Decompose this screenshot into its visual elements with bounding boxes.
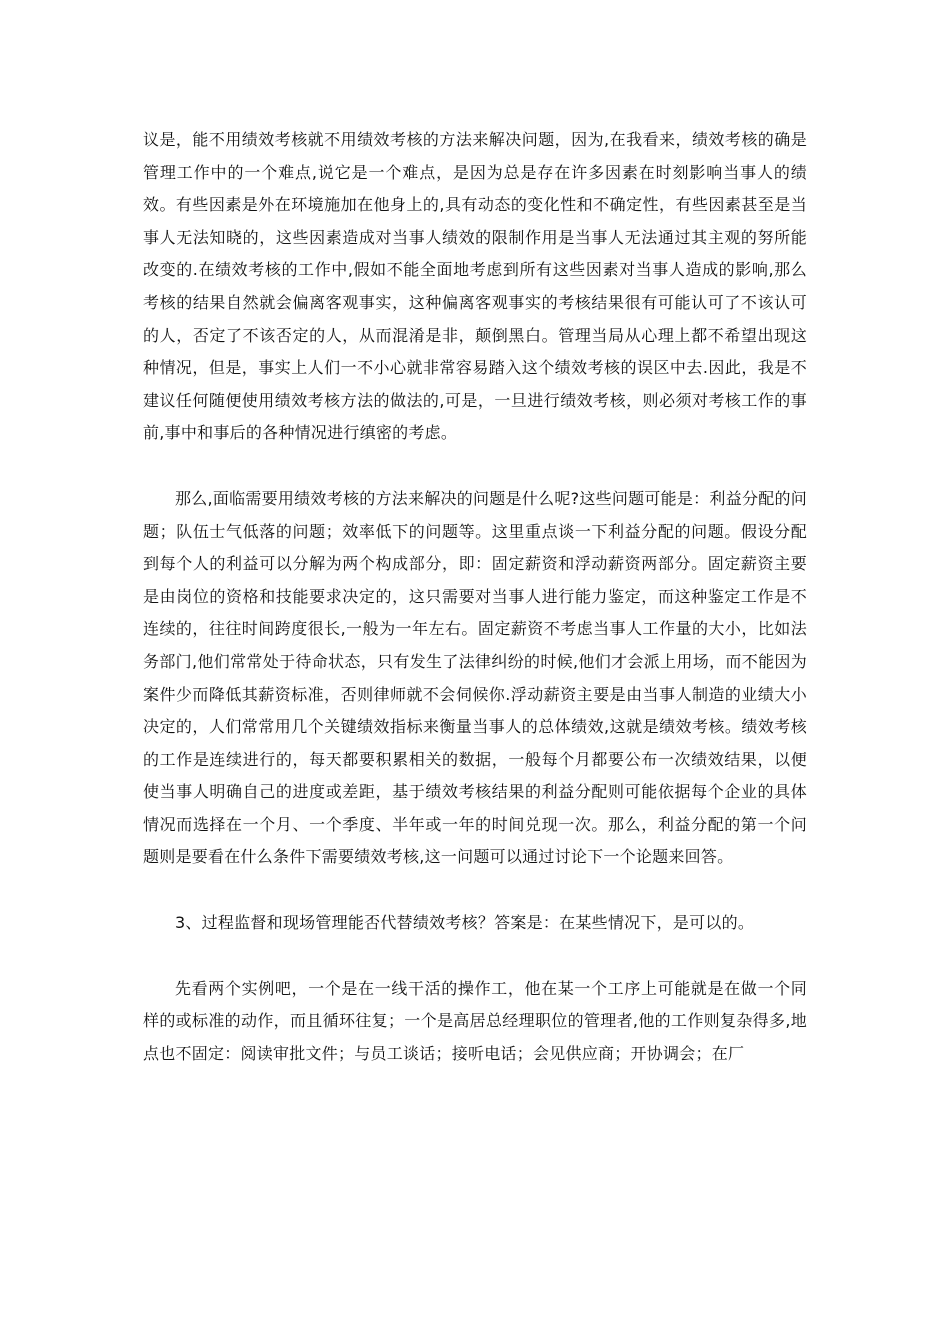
paragraph-examples: 先看两个实例吧，一个是在一线干活的操作工，他在某一个工序上可能就是在做一个同样的或标准的动作，而且循环往复；一个是高居总经理职位的管理者,他的工作则复杂得多,地点也不固定：阅读审批文件；与员工谈话；接听电话；会见供应商；开协调会；在厂 bbox=[143, 978, 807, 1063]
paragraph-problems: 那么,面临需要用绩效考核的方法来解决的问题是什么呢?这些问题可能是：利益分配的问题；队伍士气低落的问题；效率低下的问题等。这里重点谈一下利益分配的问题。假设分配到每个人的利益可以分解为两个构成部分，即：固定薪资和浮动薪资两部分。固定薪资主要是由岗位的资格和技能要求决定的，这只需要对当事人进行能力鉴定，而这种鉴定工作是不连续的，往往时间跨度很长,一般为一年左右。固定薪资不考虑当事人工作量的大小，比如法务部门,他们常常处于待命状态，只有发生了法律纠纷的时候,他们才会派上用场，而不能因为案件少而降低其薪资标准，否则律师就不会伺候你.浮动薪资主要是由当事人制造的业绩大小决定的，人们常常用几个关键绩效指标来衡量当事人的总体绩效,这就是绩效考核。绩效考核的工作是连续进行的，每天都要积累相关的数据，一般每个月都要公布一次绩效结果，以便使当事人明确自己的进度或差距，基于绩效考核结果的利益分配则可能依据每个企业的具体情况而选择在一个月、一个季度、半年或一年的时间兑现一次。那么，利益分配的第一个问题则是要看在什么条件下需要绩效考核,这一问题可以通过讨论下一个论题来回答。 bbox=[143, 488, 807, 867]
paragraph-continuation: 议是，能不用绩效考核就不用绩效考核的方法来解决问题，因为,在我看来，绩效考核的确是管理工作中的一个难点,说它是一个难点，是因为总是存在许多因素在时刻影响当事人的绩效。有些因素是外在环境施加在他身上的,具有动态的变化性和不确定性，有些因素甚至是当事人无法知晓的，这些因素造成对当事人绩效的限制作用是当事人无法通过其主观的努所能改变的.在绩效考核的工作中,假如不能全面地考虑到所有这些因素对当事人造成的影响,那么考核的结果自然就会偏离客观事实，这种偏离客观事实的考核结果很有可能认可了不该认可的人，否定了不该否定的人，从而混淆是非，颠倒黑白。管理当局从心理上都不希望出现这种情况，但是，事实上人们一不小心就非常容易踏入这个绩效考核的误区中去.因此，我是不建议任何随便使用绩效考核方法的做法的,可是，一旦进行绩效考核，则必须对考核工作的事前,事中和事后的各种情况进行缜密的考虑。 bbox=[143, 130, 807, 443]
document-body bbox=[143, 124, 807, 1070]
paragraph-section-3-heading: 3、过程监督和现场管理能否代替绩效考核？答案是：在某些情况下，是可以的。 bbox=[175, 913, 755, 933]
